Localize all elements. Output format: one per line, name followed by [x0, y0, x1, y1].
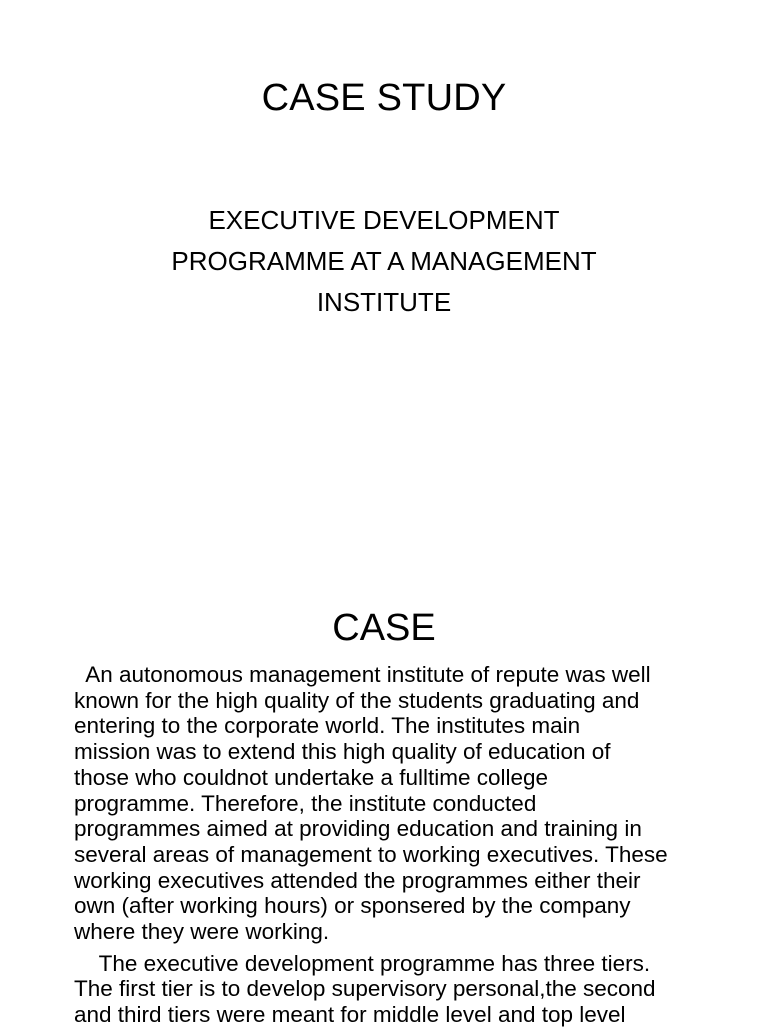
text-line: several areas of management to working executives. These [74, 841, 668, 867]
text-line: mission was to extend this high quality of education of [74, 739, 611, 765]
case-body [74, 662, 754, 1028]
slide-case [0, 560, 768, 1028]
case-paragraph-1 [74, 662, 754, 945]
subtitle-line: PROGRAMME AT A MANAGEMENT [171, 246, 597, 276]
text-line: known for the high quality of the students graduating and [74, 687, 640, 713]
subtitle-line: INSTITUTE [316, 287, 452, 317]
text-line: programme. Therefore, the institute conducted [74, 790, 537, 816]
text-line: and third tiers were meant for middle level and top level [74, 1002, 626, 1028]
text-line: own (after working hours) or sponsered by the company [74, 893, 631, 919]
subtitle-line: EXECUTIVE DEVELOPMENT [208, 205, 560, 235]
text-line: programmes aimed at providing education and training in [74, 816, 642, 842]
text-line: where they were working. [74, 919, 330, 945]
text-line: entering to the corporate world. The institutes main [74, 713, 581, 739]
text-line: those who couldnot undertake a fulltime college [74, 764, 549, 790]
text-line: The first tier is to develop supervisory personal,the second [74, 976, 656, 1002]
text-line: working executives attended the programmes either their [74, 867, 641, 893]
case-paragraph-2 [74, 951, 754, 1028]
text-line: The executive development programme has three tiers. [74, 950, 651, 976]
case-study-title: CASE STUDY [261, 77, 507, 119]
case-study-subtitle [120, 200, 648, 323]
text-line: An autonomous management institute of repute was well [74, 662, 651, 687]
case-heading: CASE [332, 607, 436, 649]
